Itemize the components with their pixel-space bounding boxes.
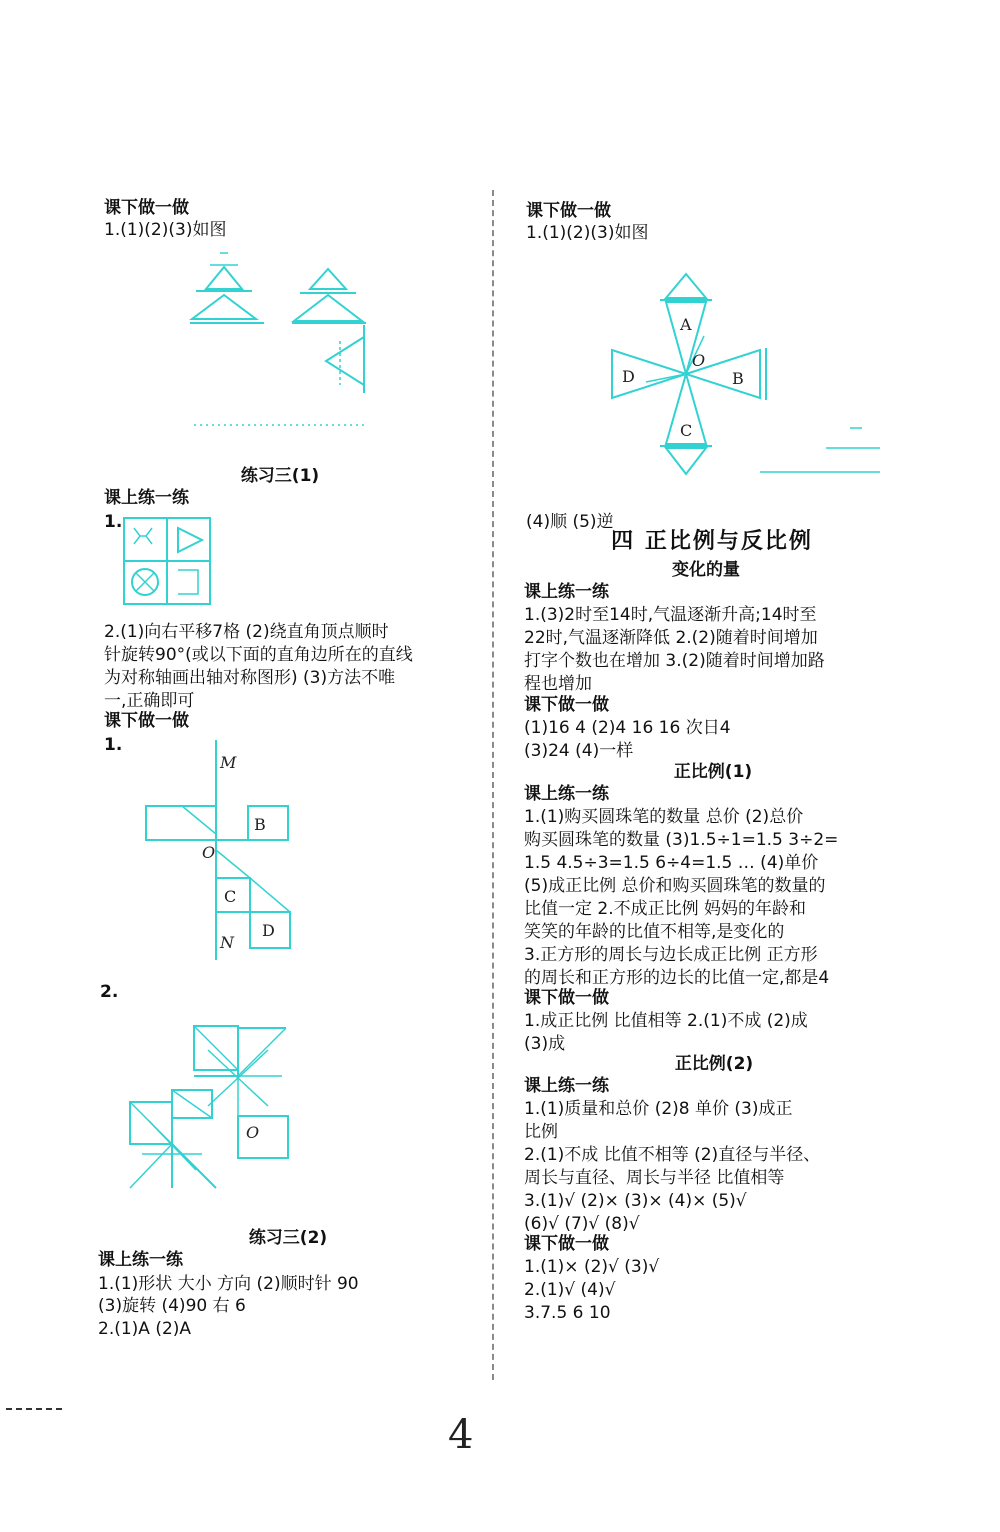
lesson-title: 正比例(1) bbox=[673, 762, 753, 782]
section-heading: 课上练一练 bbox=[98, 1250, 183, 1270]
figure-triangles-symmetry bbox=[180, 245, 480, 445]
decorative-dash bbox=[6, 1408, 62, 1414]
answer-line: 1.(1)购买圆珠笔的数量 总价 (2)总价 bbox=[524, 807, 804, 827]
answer-line: 1.(1)质量和总价 (2)8 单价 (3)成正 bbox=[524, 1099, 793, 1119]
answer-line: (3)24 (4)一样 bbox=[524, 741, 634, 761]
page-number: 4 bbox=[448, 1412, 474, 1458]
lesson-title: 正比例(2) bbox=[674, 1054, 754, 1074]
label-O: O bbox=[246, 1123, 260, 1142]
label-C: C bbox=[680, 421, 693, 440]
answer-line: 针旋转90°(或以下面的直角边所在的直线 bbox=[104, 645, 413, 665]
answer-line: 3.正方形的周长与边长成正比例 正方形 bbox=[524, 945, 818, 965]
answer-line: 比例 bbox=[524, 1122, 558, 1142]
lesson-title: 变化的量 bbox=[672, 560, 740, 580]
answer-line: 1.(1)(2)(3)如图 bbox=[526, 223, 649, 243]
section-heading: 课上练一练 bbox=[104, 488, 189, 508]
question-number: 1. bbox=[104, 735, 123, 755]
answer-line: 1.(1)× (2)√ (3)√ bbox=[524, 1257, 660, 1277]
answer-line: 1.(1)形状 大小 方向 (2)顺时针 90 bbox=[98, 1274, 359, 1294]
answer-line: 购买圆珠笔的数量 (3)1.5÷1=1.5 3÷2= bbox=[524, 830, 839, 850]
answer-line: 程也增加 bbox=[524, 674, 592, 694]
section-heading: 课下做一做 bbox=[526, 201, 611, 221]
label-M: M bbox=[220, 753, 237, 772]
answer-line: (3)成 bbox=[524, 1034, 566, 1054]
right-column bbox=[500, 0, 1000, 1532]
section-heading: 课下做一做 bbox=[524, 1234, 609, 1254]
label-A: A bbox=[680, 315, 692, 334]
answer-line: 一,正确即可 bbox=[104, 691, 195, 711]
label-D: D bbox=[262, 921, 275, 940]
answer-line: (3)旋转 (4)90 右 6 bbox=[98, 1296, 246, 1316]
label-O: O bbox=[692, 351, 706, 370]
label-C: C bbox=[224, 887, 237, 906]
answer-line: (5)成正比例 总价和购买圆珠笔的数量的 bbox=[524, 876, 826, 896]
answer-line: 打字个数也在增加 3.(2)随着时间增加路 bbox=[524, 651, 825, 671]
section-heading: 课上练一练 bbox=[524, 1076, 609, 1096]
figure-pinwheel bbox=[122, 1020, 302, 1200]
answer-line: 2.(1)A (2)A bbox=[98, 1319, 192, 1339]
label-B: B bbox=[732, 369, 744, 388]
answer-line: 1.(1)(2)(3)如图 bbox=[104, 220, 227, 240]
answer-line: 笑笑的年龄的比值不相等,是变化的 bbox=[524, 922, 785, 942]
answer-line: 2.(1)不成 比值不相等 (2)直径与半径、 bbox=[524, 1145, 821, 1165]
answer-line: 的周长和正方形的边长的比值一定,都是4 bbox=[524, 968, 830, 988]
answer-line: 1.成正比例 比值相等 2.(1)不成 (2)成 bbox=[524, 1011, 808, 1031]
figure-rotation-axis bbox=[136, 738, 336, 968]
exercise-title: 练习三(2) bbox=[248, 1228, 328, 1248]
label-D: D bbox=[622, 367, 635, 386]
exercise-title: 练习三(1) bbox=[240, 466, 320, 486]
answer-line: 为对称轴画出轴对称图形) (3)方法不唯 bbox=[104, 668, 396, 688]
section-heading: 课上练一练 bbox=[524, 582, 609, 602]
label-N: N bbox=[220, 933, 234, 952]
label-B: B bbox=[254, 815, 266, 834]
answer-line: 2.(1)√ (4)√ bbox=[524, 1280, 616, 1300]
section-heading: 课下做一做 bbox=[104, 711, 189, 731]
figure-grid-shapes bbox=[122, 516, 222, 616]
section-heading: 课下做一做 bbox=[104, 198, 189, 218]
label-O: O bbox=[202, 843, 216, 862]
answer-line: 22时,气温逐渐降低 2.(2)随着时间增加 bbox=[524, 628, 818, 648]
answer-line: 比值一定 2.不成正比例 妈妈的年龄和 bbox=[524, 899, 807, 919]
section-heading: 课上练一练 bbox=[524, 784, 609, 804]
answer-line: 2.(1)向右平移7格 (2)绕直角顶点顺时 bbox=[104, 622, 389, 642]
answer-line: 1.(3)2时至14时,气温逐渐升高;14时至 bbox=[524, 605, 817, 625]
answer-line: 1.5 4.5÷3=1.5 6÷4=1.5 … (4)单价 bbox=[524, 853, 819, 873]
answer-line: 周长与直径、周长与半径 比值相等 bbox=[524, 1168, 785, 1188]
answer-line: 3.7.5 6 10 bbox=[524, 1303, 611, 1323]
answer-line: 3.(1)√ (2)× (3)× (4)× (5)√ bbox=[524, 1191, 747, 1211]
question-number: 2. bbox=[100, 982, 119, 1002]
question-number: 1. bbox=[104, 512, 123, 532]
answer-line: (6)√ (7)√ (8)√ bbox=[524, 1214, 640, 1234]
column-divider bbox=[492, 190, 494, 1380]
answer-line: (1)16 4 (2)4 16 16 次日4 bbox=[524, 718, 731, 738]
figure-rotation-abcd bbox=[600, 262, 900, 502]
section-heading: 课下做一做 bbox=[524, 988, 609, 1008]
section-heading: 课下做一做 bbox=[524, 695, 609, 715]
answer-line: (4)顺 (5)逆 bbox=[526, 512, 614, 532]
chapter-title: 四 正比例与反比例 bbox=[611, 529, 813, 554]
